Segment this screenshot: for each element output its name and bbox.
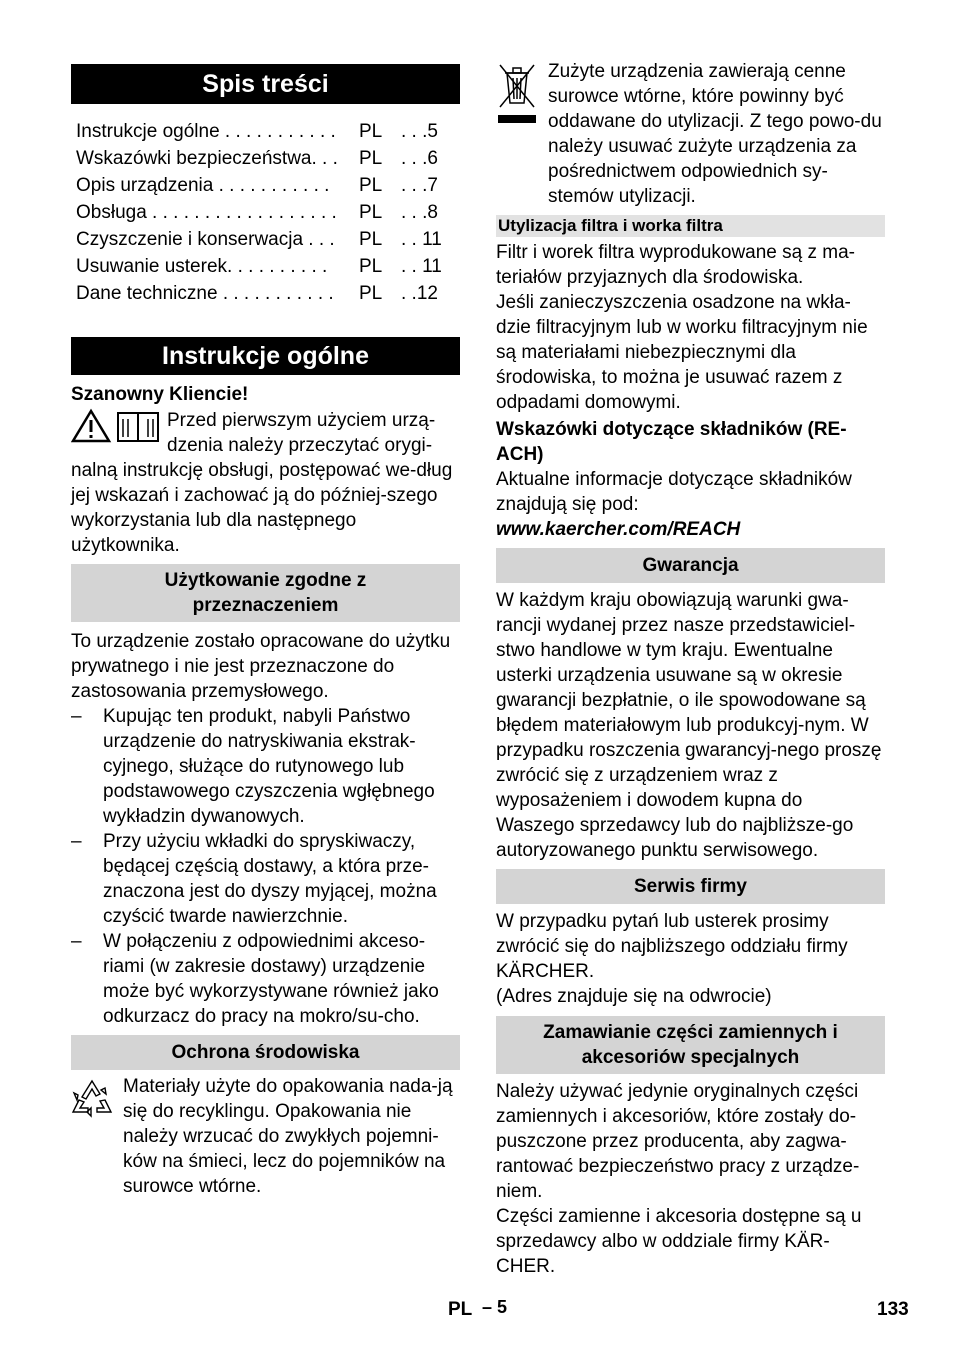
intended-use-text: To urządzenie zostało opracowane do użytku prywatnego i nie jest przeznaczone do zastosowania przemysłowego.: [71, 631, 451, 702]
greeting: Szanowny Kliencie!: [71, 384, 249, 405]
warning-manual-icon: [71, 407, 167, 458]
reach-link[interactable]: www.kaercher.com/REACH: [496, 519, 741, 540]
toc-item[interactable]: Opis urządzenia . . . . . . . . . . . PL . . .7: [76, 175, 438, 196]
reach-text: Aktualne informacje dotyczące składników znajdują się pod:: [496, 469, 852, 515]
footer-lang: PL: [448, 1299, 473, 1320]
intro-text-wrap: Przed pierwszym użyciem urzą-dzenia należy przeczytać orygi-: [167, 410, 436, 456]
footer-local-page: – 5: [482, 1297, 508, 1317]
crossed-bin-icon: [496, 59, 548, 209]
warranty-text: W każdym kraju obowiązują warunki gwa-rancji wydanej przez nasze przedstawiciel-stwo handlowe w tym kraju. Ewentualne usterki urządzenia usuwane są w okresie gwarancji bezpłatnie, o ile spowodowane są błędem materiałowym lub produkcyj-nym. W przypadku roszczenia gwarancyj-nego proszę zwrócić się z urządzeniem wraz z wyposażeniem i dowodem kupna do Waszego sprzedawcy lub do najbliższe-go autoryzowanego punktu serwisowego.: [496, 590, 882, 861]
packaging-text: Materiały użyte do opakowania nada-ją się do recyklingu. Opakowania nie należy wrzucać do zwykłych pojemni-ków na śmieci, lecz do pojemników na surowce wtórne.: [123, 1076, 453, 1197]
packaging-row: [71, 1074, 460, 1199]
filter-text-1: Filtr i worek filtra wyprodukowane są z ma-teriałów przyjaznych dla środowiska.: [496, 242, 855, 288]
toc-item[interactable]: Czyszczenie i konserwacja . . . PL . . 11: [76, 229, 442, 250]
intro-with-icons: [71, 407, 460, 458]
toc-list: [71, 118, 460, 307]
recycling-icon: [71, 1074, 123, 1199]
left-column: [71, 62, 460, 1199]
toc-heading: Spis treści: [71, 64, 460, 104]
devices-row: [496, 59, 885, 209]
environment-heading: Ochrona środowiska: [71, 1035, 460, 1070]
toc-item[interactable]: Dane techniczne . . . . . . . . . . . PL . .12: [76, 283, 438, 304]
devices-text: Zużyte urządzenia zawierają cenne surowce wtórne, które powinny być oddawane do utylizacji. Z tego powo-du należy usuwać zużyte urządzenia za pośrednictwem odpowiednich sy-stemów utylizacji.: [548, 61, 882, 207]
service-text: W przypadku pytań lub usterek prosimy zwrócić się do najbliższego oddziału firmy KÄRCHER.: [496, 911, 848, 982]
service-heading: Serwis firmy: [496, 869, 885, 904]
filter-text-2: Jeśli zanieczyszczenia osadzone na wkła-dzie filtracyjnym lub w worku filtracyjnym nie są materiałami niebezpiecznymi dla środowiska, to można je usuwać razem z odpadami domowymi.: [496, 292, 868, 413]
general-heading: Instrukcje ogólne: [71, 337, 460, 375]
warranty-heading: Gwarancja: [496, 548, 885, 583]
toc-item[interactable]: Instrukcje ogólne . . . . . . . . . . . PL . . .5: [76, 121, 438, 142]
list-item: – Kupując ten produkt, nabyli Państwo urządzenie do natryskiwania ekstrak-cyjnego, służące do rutynowego lub podstawowego czyszczenia wgłębnego wykładzin dywanowych.: [71, 704, 460, 829]
parts-text-1: Należy używać jedynie oryginalnych części zamiennych i akcesoriów, które zostały do-puszczone przez producenta, aby zagwa-rantować bezpieczeństwo pracy z urządze-niem.: [496, 1081, 860, 1202]
list-item: – W połączeniu z odpowiednimi akceso-riami (w zakresie dostawy) urządzenie może być wykorzystywane również jako odkurzacz do pracy na mokro/su-cho.: [71, 929, 460, 1029]
toc-item[interactable]: Usuwanie usterek. . . . . . . . . . PL . . 11: [76, 256, 442, 277]
intended-use-heading: Użytkowanie zgodne z przeznaczeniem: [71, 564, 460, 622]
intended-use-list: [71, 704, 460, 1029]
page-number: 133: [877, 1299, 909, 1320]
intro-text-rest: nalną instrukcję obsługi, postępować we-dług jej wskazań i zachować ją do później-szego wykorzystania lub dla następnego użytkownika.: [71, 460, 453, 556]
toc-item[interactable]: Wskazówki bezpieczeństwa. . . PL . . .6: [76, 148, 438, 169]
parts-text-2: Części zamienne i akcesoria dostępne są u sprzedawcy albo w oddziale firmy KÄR-CHER.: [496, 1206, 862, 1277]
parts-heading: Zamawianie części zamiennych i akcesoriów specjalnych: [496, 1016, 885, 1074]
service-note: (Adres znajduje się na odwrocie): [496, 986, 772, 1007]
filter-heading: Utylizacja filtra i worka filtra: [496, 215, 885, 237]
list-item: – Przy użyciu wkładki do spryskiwaczy, będącej częścią dostawy, a która prze-znaczona jest do dyszy myjącej, można czyścić twarde nawierzchnie.: [71, 829, 460, 929]
reach-heading: Wskazówki dotyczące składników (RE-ACH): [496, 419, 847, 465]
toc-item[interactable]: Obsługa . . . . . . . . . . . . . . . . . . PL . . .8: [76, 202, 438, 223]
right-column: [496, 62, 885, 1279]
